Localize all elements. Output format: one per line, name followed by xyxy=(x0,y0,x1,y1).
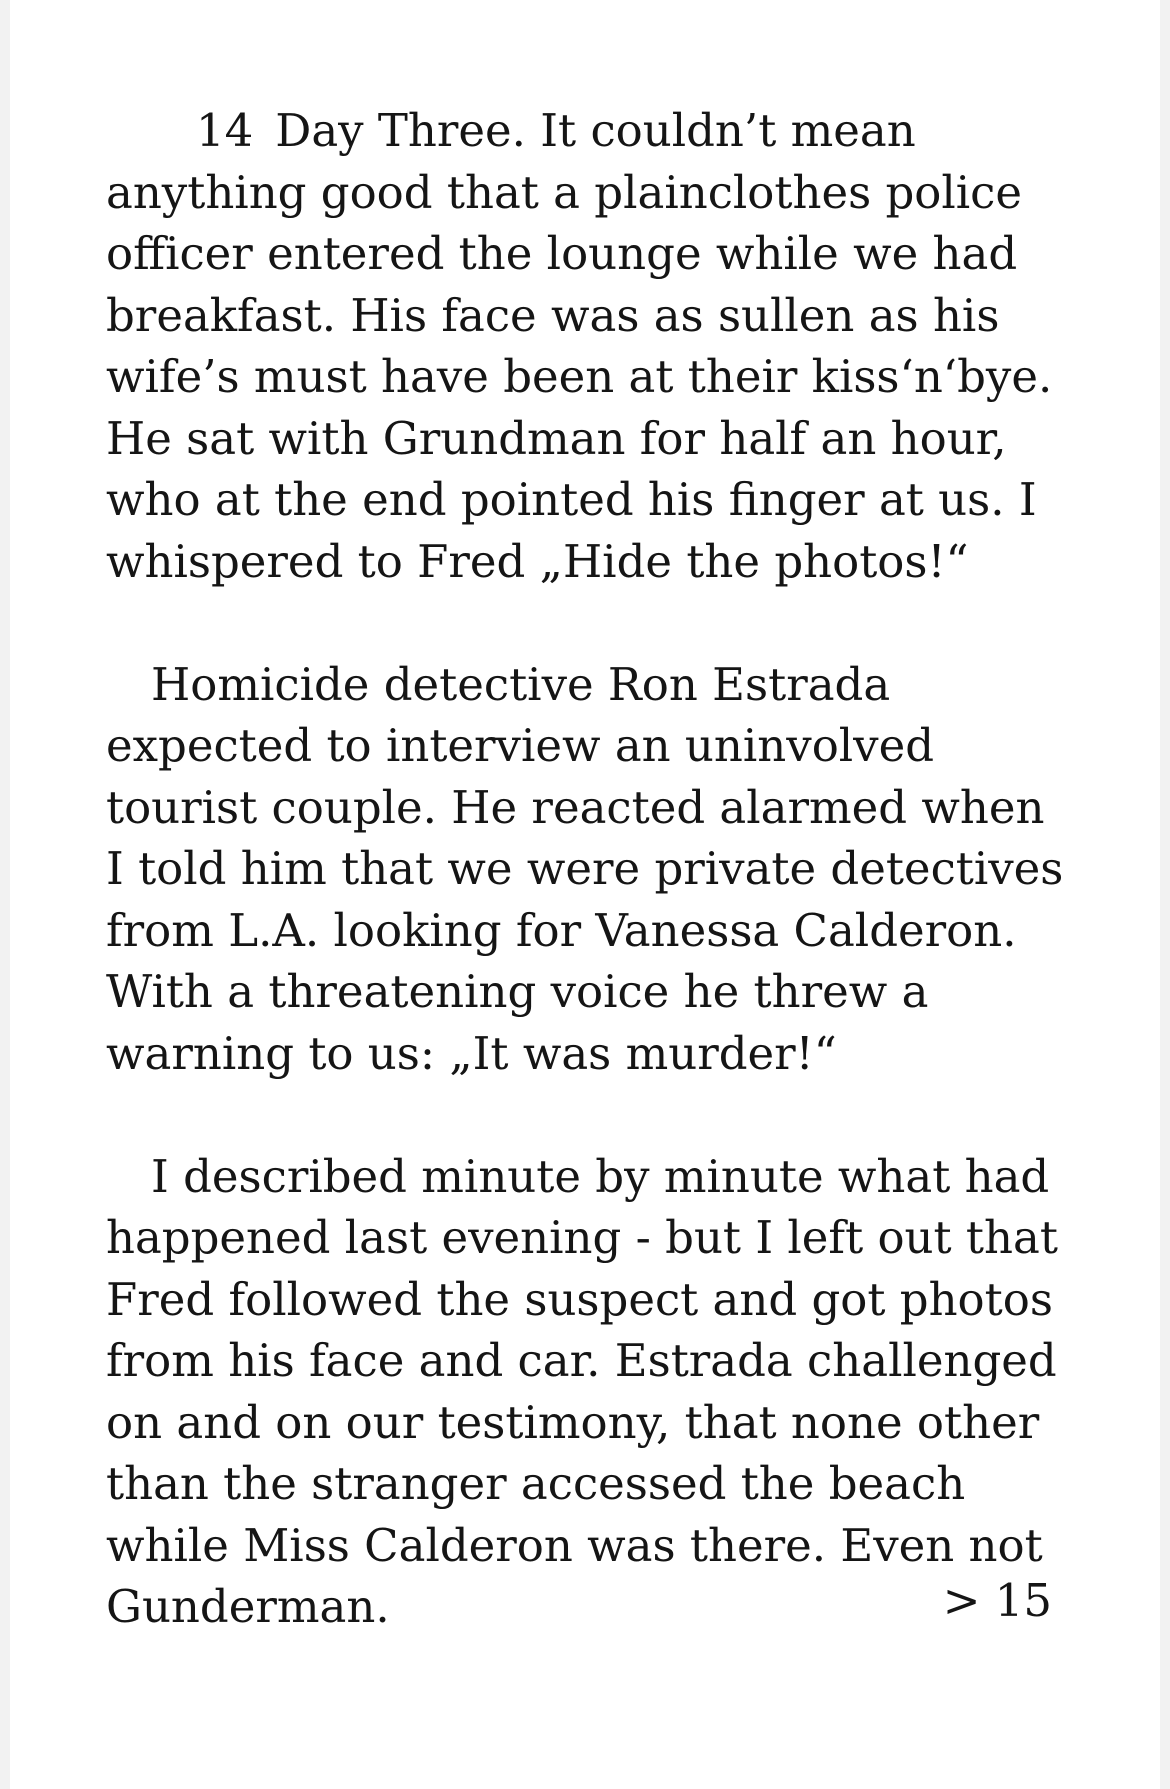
page-text xyxy=(106,100,1076,1699)
paragraph-1 xyxy=(106,100,1076,592)
paragraph-2: Homicide detective Ron Estrada expected to interview an uninvolved tourist couple. He reacted alarmed when I told him that we were private detectives from L.A. looking for Vanessa Calderon. With a threatening voice he threw a warning to us: „It was murder!“ xyxy=(106,657,1064,1080)
book-page xyxy=(10,0,1160,1789)
paragraph-3: I described minute by minute what had happened last evening - but I left out that Fred followed the suspect and got photos from his face and car. Estrada challenged on and on our testimony, that none other than the stranger accessed the beach while Miss Calderon was there. Even not Gunderman. xyxy=(106,1149,1058,1633)
page-number: 14 xyxy=(196,104,254,157)
next-page-link[interactable]: > 15 xyxy=(942,1574,1052,1627)
paragraph-1-text: Day Three. It couldn’t mean anything good that a plainclothes police officer entered the lounge while we had breakfast. His face was as sullen as his wife’s must have been at their kiss‘n‘bye. He sat with Grundman for half an hour, who at the end pointed his finger at us. I whispered to Fred „Hide the photos!“ xyxy=(106,104,1053,588)
